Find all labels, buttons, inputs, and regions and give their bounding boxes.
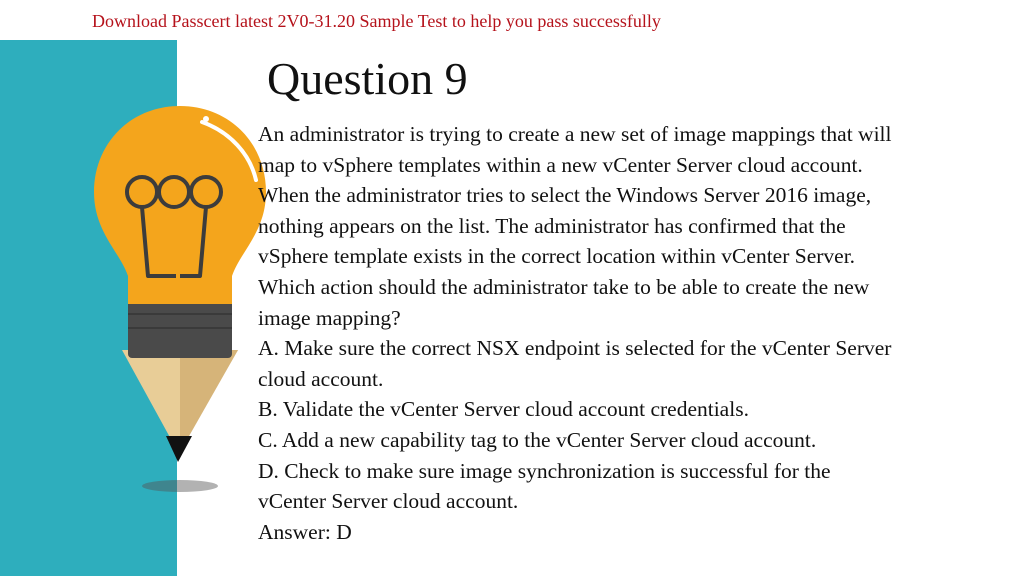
option-line: vCenter Server cloud account. <box>258 489 519 514</box>
question-line: vSphere template exists in the correct location within vCenter Server. <box>258 244 856 269</box>
option-line: cloud account. <box>258 366 384 391</box>
question-body <box>258 119 1003 547</box>
question-line: map to vSphere templates within a new vCenter Server cloud account. <box>258 152 863 177</box>
option-line: C. Add a new capability tag to the vCenter Server cloud account. <box>258 427 817 452</box>
banner-text: Download Passcert latest 2V0-31.20 Sample Test to help you pass successfully <box>92 11 661 31</box>
answer-options <box>258 333 1003 517</box>
answer-line: Answer: D <box>258 519 352 544</box>
question-line: When the administrator tries to select the Windows Server 2016 image, <box>258 183 872 208</box>
option-line: A. Make sure the correct NSX endpoint is selected for the vCenter Server <box>258 336 892 361</box>
question-title: Question 9 <box>267 53 468 104</box>
option-line: B. Validate the vCenter Server cloud account credentials. <box>258 397 749 422</box>
question-text <box>258 119 1003 333</box>
lightbulb-pencil-icon <box>80 100 280 500</box>
question-line: Which action should the administrator take to be able to create the new <box>258 274 870 299</box>
question-line: nothing appears on the list. The administrator has confirmed that the <box>258 213 846 238</box>
option-line: D. Check to make sure image synchronization is successful for the <box>258 458 831 483</box>
question-line: image mapping? <box>258 305 401 330</box>
question-line: An administrator is trying to create a new set of image mappings that will <box>258 122 892 146</box>
